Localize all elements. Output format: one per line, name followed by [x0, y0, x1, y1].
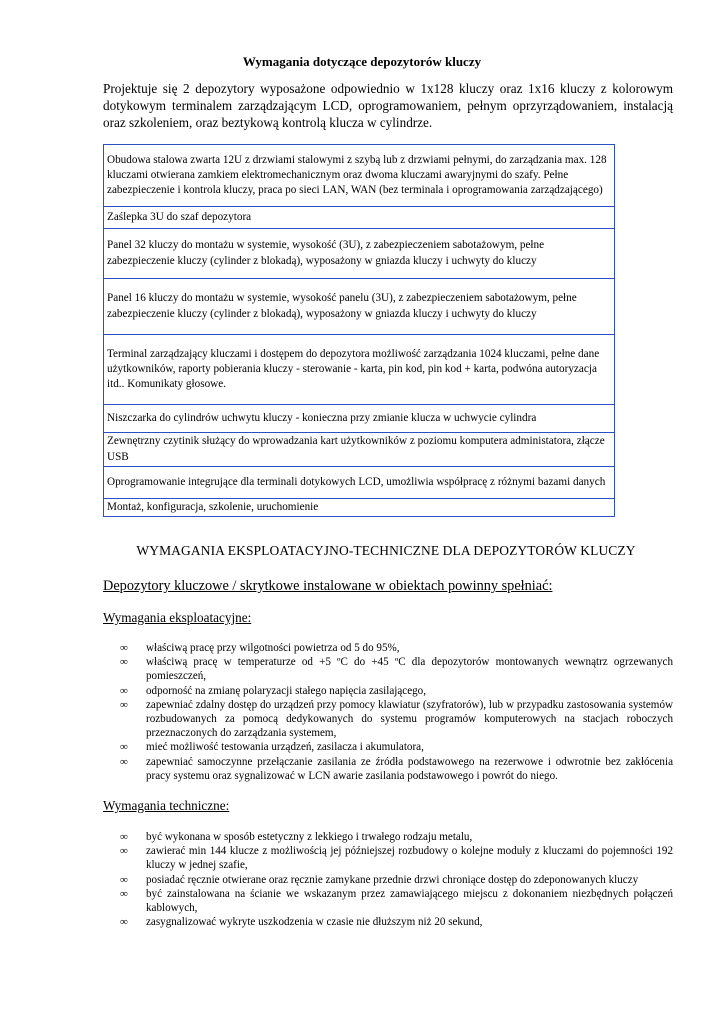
infinity-bullet-icon: ∞	[120, 656, 128, 669]
table-row	[104, 335, 615, 405]
table-cell: Panel 16 kluczy do montażu w systemie, wysokość panelu (3U), z zabezpieczeniem sabotażowym, pełne zabezpieczenie kluczy (cylinder z blokadą), wyposażony w gniazda kluczy i uchwyty do kluczy	[104, 279, 615, 335]
list-item: ∞ mieć możliwość testowania urządzeń, zasilacza i akumulatora,	[120, 741, 424, 754]
list-item: ∞ odporność na zmianę polaryzacji stałego napięcia zasilającego,	[120, 684, 426, 697]
list-item: ∞ zapewniać zdalny dostęp do urządzeń przy pomocy klawiatur (szyfratorów), lub w przypadku zastosowania systemów rozbudowanych za pomocą dedykowanych do systemu programów komputerowych na stacjach roboczych przeznaczonych do zarządzania systemem,	[120, 698, 673, 740]
operational-list	[120, 641, 673, 783]
technical-heading: Wymagania techniczne:	[103, 798, 230, 813]
infinity-bullet-icon: ∞	[120, 916, 128, 929]
list-item: ∞ posiadać ręcznie otwierane oraz ręcznie zamykane przednie drzwi chroniące dostęp do zdeponowanych kluczy	[120, 873, 639, 886]
list-item: ∞ zasygnalizować wykryte uszkodzenia w czasie nie dłuższym niż 20 sekund,	[120, 916, 483, 929]
equipment-table	[103, 144, 615, 517]
list-item: ∞ właściwą pracę przy wilgotności powietrza od 5 do 95%,	[120, 642, 400, 654]
table-row	[104, 499, 615, 517]
table-cell: Oprogramowanie integrujące dla terminali dotykowych LCD, umożliwia współpracę z różnymi bazami danych	[104, 467, 615, 499]
intro-paragraph: Projektuje się 2 depozytory wyposażone odpowiednio w 1x128 kluczy oraz 1x16 kluczy z kolorowym dotykowym terminalem zarządzającym LCD, oprogramowaniem, pełnym oprzyrządowaniem, instalacją oraz szkoleniem, oraz beztykową kontrolą klucza w cylindrze.	[103, 81, 673, 130]
page-title: Wymagania dotyczące depozytorów kluczy	[242, 54, 482, 69]
operational-heading: Wymagania eksploatacyjne:	[103, 610, 252, 625]
infinity-bullet-icon: ∞	[120, 873, 128, 886]
list-item: ∞ zapewniać samoczynne przełączanie zasilania ze źródła podstawowego na rezerwowe i odwrotnie bez zakłócenia pracy systemu oraz sygnalizować w LCN awarie zasilania podstawowego i powrót do niego.	[120, 755, 673, 782]
list-item: ∞ właściwą pracę w temperaturze od +5 ºC do +45 ºC dla depozytorów montowanych wewnątrz ogrzewanych pomieszczeń,	[120, 656, 673, 683]
infinity-bullet-icon: ∞	[120, 831, 128, 843]
table-cell: Panel 32 kluczy do montażu w systemie, wysokość (3U), z zabezpieczeniem sabotażowym, pełne zabezpieczenie kluczy (cylinder z blokadą), wyposażony w gniazda kluczy i uchwyty do kluczy	[104, 229, 615, 279]
infinity-bullet-icon: ∞	[120, 642, 128, 654]
infinity-bullet-icon: ∞	[120, 755, 128, 768]
infinity-bullet-icon: ∞	[120, 741, 128, 754]
infinity-bullet-icon: ∞	[120, 887, 128, 900]
table-cell: Zewnętrzny czytinik służący do wprowadzania kart użytkowników z poziomu komputera administatora, złącze USB	[104, 433, 615, 467]
section-heading: WYMAGANIA EKSPLOATACYJNO-TECHNICZNE DLA DEPOZYTORÓW KLUCZY	[136, 543, 636, 558]
table-row	[104, 279, 615, 335]
table-cell: Montaż, konfiguracja, szkolenie, uruchomienie	[104, 499, 615, 517]
list-item: ∞ być zainstalowana na ścianie we wskazanym przez zamawiającego miejscu z dokonaniem niezbędnych połączeń kablowych,	[120, 887, 673, 915]
infinity-bullet-icon: ∞	[120, 845, 128, 858]
table-cell: Terminal zarządzający kluczami i dostępem do depozytora możliwość zarządzania 1024 kluczami, pełne dane użytkowników, raporty pobierania kluczy - sterowanie - karta, pin kod, pin kod + karta, podwóna autoryzacja itd.. Komunikaty głosowe.	[104, 335, 615, 405]
list-item: ∞ zawierać min 144 klucze z możliwością jej późniejszej rozbudowy o kolejne moduły z kluczami do pojemności 192 kluczy w jednej szafie,	[120, 845, 673, 872]
technical-list	[120, 830, 673, 929]
list-item: ∞ być wykonana w sposób estetyczny z lekkiego i trwałego rodzaju metalu,	[120, 831, 473, 843]
table-row	[104, 467, 615, 499]
table-cell: Niszczarka do cylindrów uchwytu kluczy - konieczna przy zmianie klucza w uchwycie cylindra	[104, 405, 615, 433]
main-subheading: Depozytory kluczowe / skrytkowe instalowane w obiektach powinny spełniać:	[103, 578, 553, 594]
table-row	[104, 433, 615, 467]
infinity-bullet-icon: ∞	[120, 684, 128, 697]
table-cell: Obudowa stalowa zwarta 12U z drzwiami stalowymi z szybą lub z drzwiami pełnymi, do zarządzania max. 128 kluczami otwierana zamkiem elektromechanicznym oraz dwoma kluczami awaryjnymi do szafy. Pełne zabezpieczenie i kontrola kluczy, praca po sieci LAN, WAN (bez terminala i oprogramowania zarządzającego)	[104, 145, 615, 207]
table-row	[104, 229, 615, 279]
table-cell: Zaślepka 3U do szaf depozytora	[104, 207, 615, 229]
infinity-bullet-icon: ∞	[120, 698, 128, 711]
table-row	[104, 145, 615, 207]
table-row	[104, 405, 615, 433]
table-row	[104, 207, 615, 229]
